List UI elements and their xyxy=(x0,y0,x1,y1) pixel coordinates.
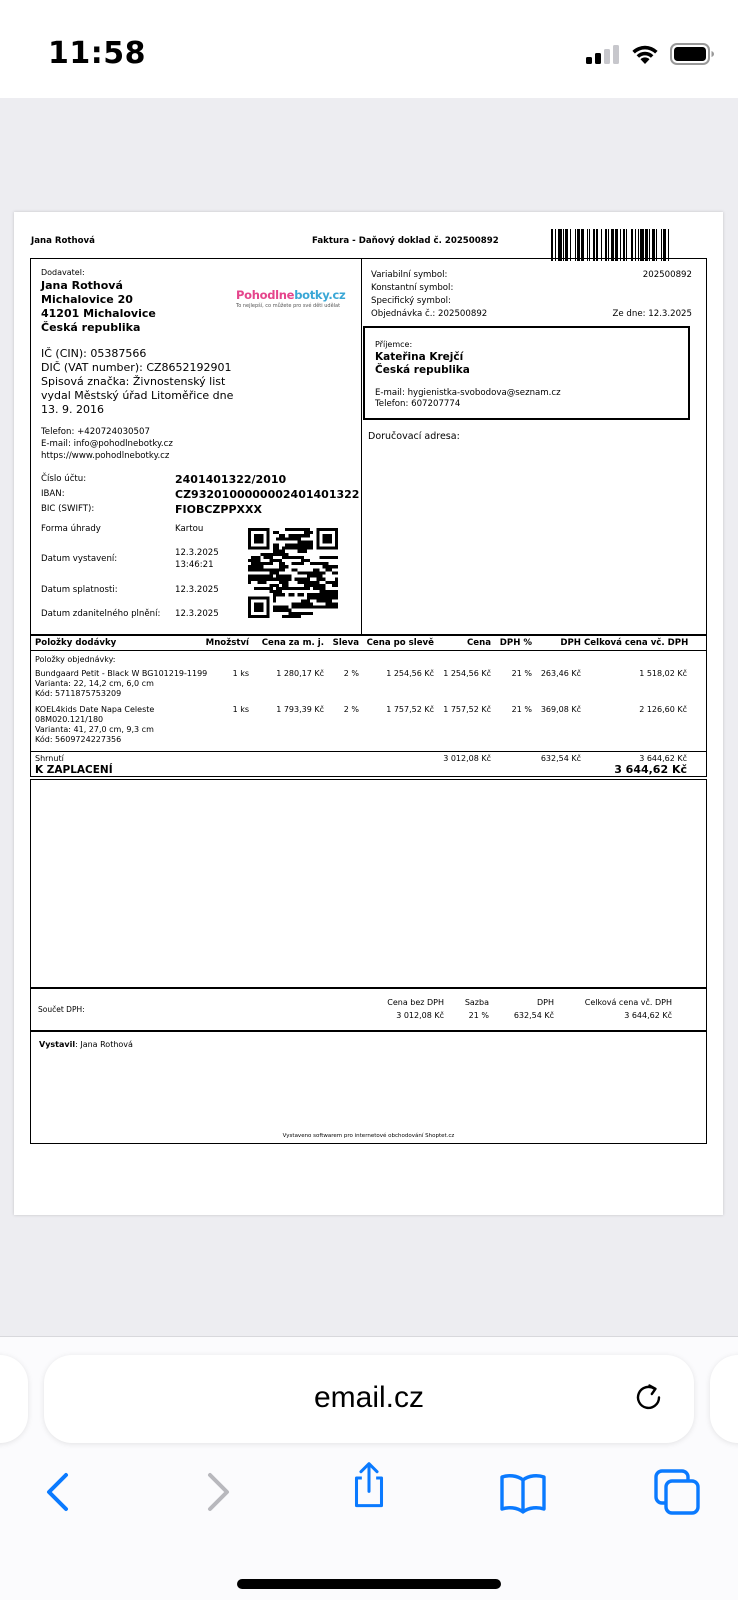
back-icon[interactable] xyxy=(36,1467,86,1517)
bic-value: FIOBCZPPXXX xyxy=(175,503,262,516)
notes-box xyxy=(30,779,707,988)
iban-label: IBAN: xyxy=(41,489,65,499)
variable-symbol-label: Variabilní symbol: xyxy=(371,270,448,280)
logo-tagline: To nejlepší, co můžete pro své děti udělat xyxy=(236,303,341,309)
item-code: Kód: 5711875753209 xyxy=(35,689,122,698)
url-text[interactable]: email.cz xyxy=(313,1381,425,1414)
item-total: 1 518,02 Kč xyxy=(639,669,687,678)
barcode xyxy=(551,229,707,261)
supplier-web: https://www.pohodlnebotky.cz xyxy=(41,451,170,461)
payment-method-label: Forma úhrady xyxy=(41,524,101,534)
item-unit-price: 1 280,17 Kč xyxy=(276,669,324,678)
item-price: 1 757,52 Kč xyxy=(443,705,491,714)
th-vat: DPH xyxy=(560,638,581,648)
supplier-label: Dodavatel: xyxy=(41,268,85,277)
status-time: 11:58 xyxy=(48,36,146,71)
summary-rule xyxy=(30,751,707,752)
supplier-register-3: 13. 9. 2016 xyxy=(41,403,104,416)
share-icon[interactable] xyxy=(344,1461,394,1511)
document-title: Faktura - Daňový doklad č. 202500892 xyxy=(312,236,499,246)
supplier-register-2: vydal Městský úřad Litoměřice dne xyxy=(41,389,234,402)
bic-label: BIC (SWIFT): xyxy=(41,504,95,514)
variable-symbol-value: 202500892 xyxy=(642,270,692,280)
vat-value: 632,54 Kč xyxy=(513,1011,554,1020)
item-vat-pct: 21 % xyxy=(511,705,532,714)
issued-time: 13:46:21 xyxy=(175,560,214,570)
item-qty: 1 ks xyxy=(232,705,249,714)
summary-vat: 632,54 Kč xyxy=(540,754,581,763)
recipient-email: E-mail: hygienistka-svobodova@seznam.cz xyxy=(375,388,561,398)
supplier-name: Jana Rothová xyxy=(41,279,123,292)
th-total: Celková cena vč. DPH xyxy=(584,638,689,648)
issued-by-label: Vystavil xyxy=(39,1040,76,1049)
delivery-address-label: Doručovací adresa: xyxy=(368,431,460,442)
issued-by-value: : Jana Rothová xyxy=(75,1040,133,1049)
tabs-icon[interactable] xyxy=(652,1467,702,1517)
table-header-rule xyxy=(30,650,707,651)
forward-icon[interactable] xyxy=(190,1467,240,1517)
seller-header: Jana Rothová xyxy=(31,236,95,246)
item-variant: Varianta: 41, 27,0 cm, 9,3 cm xyxy=(35,725,154,734)
item-vat: 369,08 Kč xyxy=(540,705,581,714)
reload-icon[interactable] xyxy=(632,1381,666,1415)
vat-header: DPH xyxy=(537,998,554,1007)
supplier-dic: DIČ (VAT number): CZ8652192901 xyxy=(41,361,232,374)
issued-label: Datum vystavení: xyxy=(41,554,118,564)
item-discount: 2 % xyxy=(343,705,359,714)
issued-date: 12.3.2025 xyxy=(175,548,219,558)
item-code: Kód: 5609724227356 xyxy=(35,735,122,744)
vat-summary-label: Součet DPH: xyxy=(38,1005,85,1014)
taxable-label: Datum zdanitelného plnění: xyxy=(41,609,161,619)
item-discount: 2 % xyxy=(343,669,359,678)
next-tab-preview[interactable] xyxy=(710,1355,738,1443)
to-pay-value: 3 644,62 Kč xyxy=(614,763,687,776)
home-indicator[interactable] xyxy=(237,1579,501,1589)
summary-price: 3 012,08 Kč xyxy=(443,754,491,763)
item-name: Bundgaard Petit - Black W BG101219-1199 xyxy=(35,669,208,678)
recipient-name: Kateřina Krejčí xyxy=(375,351,464,363)
item-price: 1 254,56 Kč xyxy=(443,669,491,678)
battery-icon xyxy=(670,42,716,66)
item-total: 2 126,60 Kč xyxy=(639,705,687,714)
vat-total-value: 3 644,62 Kč xyxy=(624,1011,672,1020)
item-name: KOEL4kids Date Napa Celeste xyxy=(35,705,155,714)
order-date: Ze dne: 12.3.2025 xyxy=(612,309,692,319)
item-price-after: 1 757,52 Kč xyxy=(386,705,434,714)
account-label: Číslo účtu: xyxy=(41,474,87,484)
status-bar xyxy=(0,0,738,98)
supplier-phone: Telefon: +420724030507 xyxy=(41,427,150,437)
th-price: Cena xyxy=(466,638,491,648)
order-number: Objednávka č.: 202500892 xyxy=(371,309,488,319)
payment-qr-code xyxy=(248,528,338,618)
specific-symbol-label: Specifický symbol: xyxy=(371,296,451,306)
vat-summary-box xyxy=(30,988,707,1031)
browser-toolbar xyxy=(0,1336,738,1600)
th-price-after: Cena po slevě xyxy=(366,638,434,648)
supplier-email: E-mail: info@pohodlnebotky.cz xyxy=(41,439,173,449)
to-pay-label: K ZAPLACENÍ xyxy=(35,764,113,776)
footer-note: Vystaveno softwarem pro internetové obchodování Shoptet.cz xyxy=(282,1133,455,1139)
address-bar[interactable] xyxy=(44,1355,694,1443)
previous-tab-preview[interactable] xyxy=(0,1355,28,1443)
item-model: 08M020.121/180 xyxy=(35,715,104,724)
item-unit-price: 1 793,39 Kč xyxy=(276,705,324,714)
recipient-label: Příjemce: xyxy=(375,340,413,349)
vat-total-header: Celková cena vč. DPH xyxy=(584,998,672,1007)
supplier-street: Michalovice 20 xyxy=(41,293,133,306)
recipient-country: Česká republika xyxy=(375,364,470,376)
recipient-phone: Telefon: 607207774 xyxy=(375,399,461,409)
supplier-ico: IČ (CIN): 05387566 xyxy=(41,347,147,360)
logo-name-a: Pohodlne xyxy=(236,288,295,302)
item-vat-pct: 21 % xyxy=(511,669,532,678)
issued-by xyxy=(39,1040,133,1050)
supplier-city: 41201 Michalovice xyxy=(41,307,156,320)
constant-symbol-label: Konstantní symbol: xyxy=(371,283,454,293)
taxable-value: 12.3.2025 xyxy=(175,609,219,619)
th-vat-pct: DPH % xyxy=(499,638,532,648)
order-items-label: Položky objednávky: xyxy=(35,655,116,664)
divider xyxy=(361,258,362,635)
th-qty: Množství xyxy=(205,638,249,648)
cellular-signal-icon xyxy=(586,44,620,64)
th-items: Položky dodávky xyxy=(35,638,117,648)
shop-logo xyxy=(236,288,346,320)
logo-name-b: botky.cz xyxy=(294,288,346,302)
supplier-register-1: Spisová značka: Živnostenský list xyxy=(41,375,226,388)
th-discount: Sleva xyxy=(332,638,359,648)
vat-rate-value: 21 % xyxy=(468,1011,489,1020)
item-qty: 1 ks xyxy=(232,669,249,678)
invoice-page xyxy=(14,212,723,1215)
item-vat: 263,46 Kč xyxy=(540,669,581,678)
th-unit-price: Cena za m. j. xyxy=(261,638,324,648)
supplier-country: Česká republika xyxy=(41,321,141,334)
payment-method-value: Kartou xyxy=(175,524,204,534)
summary-label: Shrnutí xyxy=(35,754,64,763)
account-value: 2401401322/2010 xyxy=(175,473,287,486)
due-value: 12.3.2025 xyxy=(175,585,219,595)
iban-value: CZ9320100000002401401322 xyxy=(175,488,360,501)
item-variant: Varianta: 22, 14,2 cm, 6,0 cm xyxy=(35,679,154,688)
summary-total: 3 644,62 Kč xyxy=(639,754,687,763)
vat-base-value: 3 012,08 Kč xyxy=(396,1011,444,1020)
item-price-after: 1 254,56 Kč xyxy=(386,669,434,678)
bookmarks-icon[interactable] xyxy=(498,1467,548,1517)
wifi-icon xyxy=(630,40,660,66)
vat-rate-header: Sazba xyxy=(464,998,489,1007)
vat-base-header: Cena bez DPH xyxy=(387,998,444,1007)
due-label: Datum splatnosti: xyxy=(41,585,118,595)
